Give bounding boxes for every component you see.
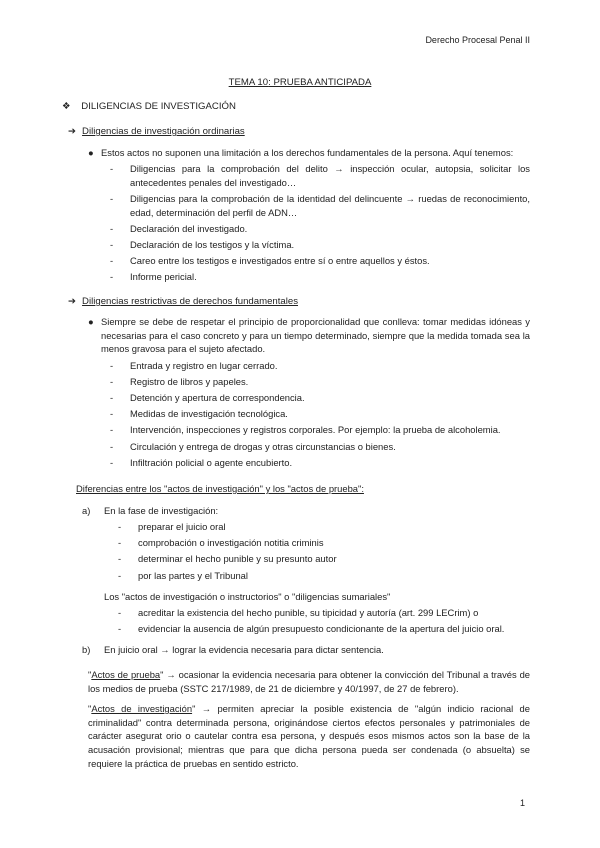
list-item: - Declaración de los testigos y la víctima. <box>110 239 295 250</box>
list-item: - Infiltración policial o agente encubierto. <box>110 457 293 468</box>
diferencias-heading: Diferencias entre los "actos de investigación" y los "actos de prueba": <box>76 483 364 494</box>
header-course: Derecho Procesal Penal II <box>425 35 530 45</box>
list-a: a) En la fase de investigación: <box>82 505 219 516</box>
list-item: - Detención y apertura de correspondencia. <box>110 392 305 403</box>
list-item: - acreditar la existencia del hecho punible, su tipicidad y autoría (art. 299 LECrim) o <box>118 607 479 618</box>
list-item: - preparar el juicio oral <box>118 521 226 532</box>
list-item: - Careo entre los testigos e investigados entre sí o entre aquellos y éstos. <box>110 255 430 266</box>
list-item: - Medidas de investigación tecnológica. <box>110 408 288 419</box>
list-item: - comprobación o investigación notitia criminis <box>118 537 324 548</box>
arrow-icon: ➔ <box>68 126 77 137</box>
section-heading: ❖ DILIGENCIAS DE INVESTIGACIÓN <box>62 101 236 112</box>
list-item: - Circulación y entrega de drogas y otras circunstancias o bienes. <box>110 441 396 452</box>
list-item: - evidenciar la ausencia de algún presupuesto condicionante de la apertura del juicio oral. <box>118 623 505 634</box>
actos-prueba-paragraph: "Actos de prueba" → ocasionar la evidencia necesaria para obtener la convicción del Tribunal a través de los medios de prueba (SSTC 217/1989, de 21 de diciembre y 40/1997, de 27 de febrero). <box>88 669 530 694</box>
list-b: b) En juicio oral → lograr la evidencia necesaria para dictar sentencia. <box>82 644 384 655</box>
diamond-icon: ❖ <box>62 101 71 112</box>
list-item: - Diligencias para la comprobación del delito → inspección ocular, autopsia, solicitar los antecedentes penales del investigado… <box>110 163 530 188</box>
list-item: - Intervención, inspecciones y registros corporales. Por ejemplo: la prueba de alcoholemia. <box>110 424 501 435</box>
los-actos-text: Los "actos de investigación o instructorios" o "diligencias sumariales" <box>104 591 391 602</box>
list-item: - Declaración del investigado. <box>110 223 248 234</box>
page-number: 1 <box>519 797 525 808</box>
subheading-ordinarias: ➔ Diligencias de investigación ordinarias <box>68 126 245 137</box>
list-item: - Registro de libros y papeles. <box>110 376 249 387</box>
list-item: - Entrada y registro en lugar cerrado. <box>110 360 278 371</box>
page-title: TEMA 10: PRUEBA ANTICIPADA <box>228 77 372 88</box>
bullet-ordinarias: ● Estos actos no suponen una limitación a los derechos fundamentales de la persona. Aquí tenemos: <box>88 147 514 158</box>
list-item: - por las partes y el Tribunal <box>118 570 248 581</box>
bullet-icon: ● <box>88 147 94 158</box>
subheading-restrictivas: ➔ Diligencias restrictivas de derechos fundamentales <box>68 296 299 307</box>
arrow-icon: ➔ <box>68 296 77 307</box>
list-item: - determinar el hecho punible y su presunto autor <box>118 553 337 564</box>
actos-investigacion-paragraph: "Actos de investigación" → permiten apreciar la posible existencia de "algún indicio racional de criminalidad" contra determinada persona, originándose ciertos efectos personales y patrimoniales de carácter asegurat orio o cautelar contra esa persona, y después esos mismos actos son la base de la acusación provisional; mientras que para que dicha persona pueda ser condenada (o absuelta) se requiere la práctica de pruebas en sentido estricto. <box>88 703 530 769</box>
list-item: - Diligencias para la comprobación de la identidad del delincuente → ruedas de reconocimiento, edad, determinación del perfil de ADN… <box>110 193 530 218</box>
bullet-icon: ● <box>88 316 94 327</box>
list-item: - Informe pericial. <box>110 271 197 282</box>
bullet-restrictivas: ● Siempre se debe de respetar el principio de proporcionalidad que conlleva: tomar medidas idóneas y necesarias para el caso concreto y para un tiempo determinado, siempre que la medida tomada sea la menos gravosa para el sujeto afectado. <box>88 316 530 355</box>
